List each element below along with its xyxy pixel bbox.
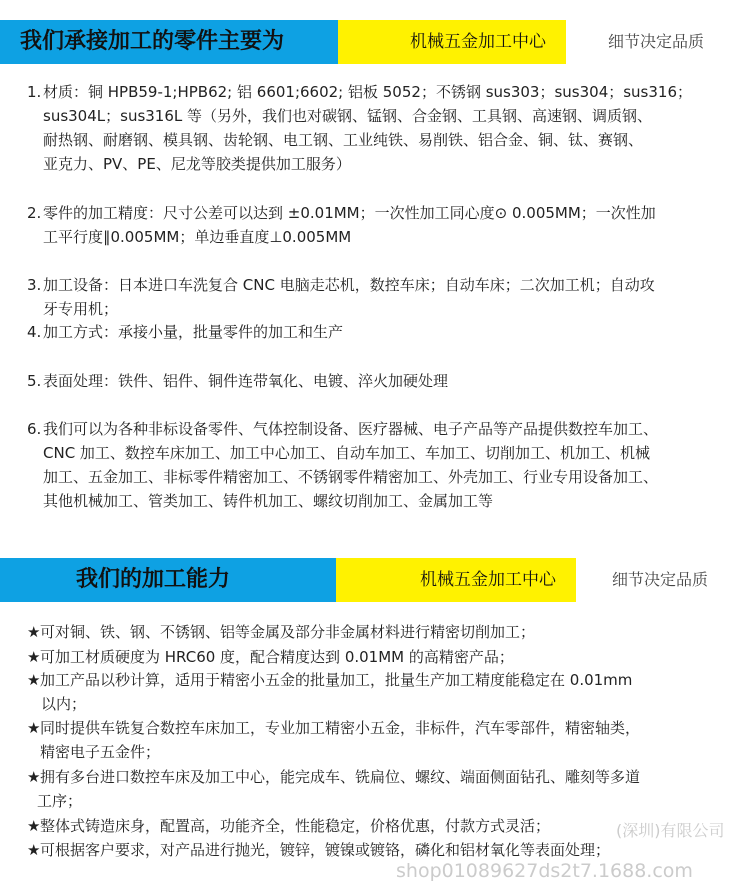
item-number: 3. [27,276,42,294]
capability-line: 同时提供车铣复合数控车床加工，专业加工精密小五金，非标件，汽车零部件，精密轴类， [40,719,641,737]
section-title: 我们的加工能力 [76,567,231,592]
section-center-label: 机械五金加工中心 [410,32,546,52]
capability-line: 拥有多台进口数控车床及加工中心，能完成车、铣扁位、螺纹、端面侧面钻孔、雕刻等多道 [40,768,641,786]
list-item-equipment [27,273,742,321]
item-number: 2. [27,204,42,222]
watermark-shop-url: shop01089627ds2t7.1688.com [396,860,693,882]
capability-item [27,716,742,764]
item-line: 零件的加工精度：尺寸公差可以达到 ±0.01MM；一次性加工同心度⊙ 0.005MM；一次性加 [43,204,656,222]
capability-line: 精密电子五金件； [40,743,161,761]
star-icon: ★ [27,719,41,737]
item-number: 6. [27,420,42,438]
section-center-label: 机械五金加工中心 [420,570,556,590]
capability-line: 以内； [41,695,87,713]
star-icon: ★ [27,648,41,666]
section-slogan: 细节决定品质 [612,570,709,589]
item-number: 5. [27,372,42,390]
watermark-company: (深圳)有限公司 [616,821,725,840]
item-line: 表面处理：铁件、铝件、铜件连带氧化、电镀、淬火加硬处理 [43,372,449,390]
item-line: 加工方式：承接小量，批量零件的加工和生产 [43,323,344,341]
item-line: sus304L；sus316L 等（另外，我们也对碳钢、锰钢、合金钢、工具钢、高速钢、调质钢、 [43,107,653,125]
section-header-parts [0,20,750,64]
capability-line: 可对铜、铁、钢、不锈钢、铝等金属及部分非金属材料进行精密切削加工； [40,623,536,641]
star-icon: ★ [27,817,41,835]
item-line: CNC 加工、数控车床加工、加工中心加工、自动车加工、车加工、切削加工、机加工、机械 [43,444,650,462]
item-line: 亚克力、PV、PE、尼龙等胶类提供加工服务） [43,155,351,173]
item-line: 材质：铜 HPB59-1;HPB62; 铝 6601;6602; 铝板 5052；不锈钢 sus303；sus304；sus316； [43,83,693,101]
capability-item [27,645,742,669]
list-item-surface [27,369,742,393]
item-line: 其他机械加工、管类加工、铸件机加工、螺纹切削加工、金属加工等 [43,492,494,510]
item-number: 1. [27,83,42,101]
capability-line: 工序； [37,792,83,810]
item-line: 加工、五金加工、非标零件精密加工、不锈钢零件精密加工、外壳加工、行业专用设备加工、 [43,468,659,486]
capability-line: 可加工材质硬度为 HRC60 度，配合精度达到 0.01MM 的高精密产品； [40,648,514,666]
item-line: 加工设备：日本进口车洗复合 CNC 电脑走芯机，数控车床；自动车床；二次加工机；自动攻 [43,276,655,294]
item-line: 牙专用机； [43,300,119,318]
capability-item [27,765,742,813]
item-line: 工平行度∥0.005MM；单边垂直度⊥0.005MM [43,228,352,246]
list-item-method [27,320,742,344]
section-slogan: 细节决定品质 [608,32,705,51]
section-title: 我们承接加工的零件主要为 [20,29,285,54]
list-item-services [27,417,742,513]
item-line: 我们可以为各种非标设备零件、气体控制设备、医疗器械、电子产品等产品提供数控车加工、 [43,420,659,438]
capability-line: 可根据客户要求，对产品进行抛光，镀锌，镀镍或镀铬，磷化和铝材氧化等表面处理； [40,841,611,859]
star-icon: ★ [27,841,41,859]
item-number: 4. [27,323,42,341]
capability-line: 加工产品以秒计算，适用于精密小五金的批量加工，批量生产加工精度能稳定在 0.01mm [40,671,633,689]
capability-item [27,668,742,716]
star-icon: ★ [27,623,41,641]
section-header-capability [0,558,750,602]
capability-item [27,620,742,644]
star-icon: ★ [27,671,41,689]
star-icon: ★ [27,768,41,786]
list-item-material [27,80,742,176]
list-item-precision [27,201,742,249]
capability-item [27,838,742,862]
capability-line: 整体式铸造床身，配置高，功能齐全，性能稳定，价格优惠，付款方式灵活； [40,817,551,835]
item-line: 耐热钢、耐磨钢、模具钢、齿轮钢、电工钢、工业纯铁、易削铁、铝合金、铜、钛、赛钢、 [43,131,644,149]
